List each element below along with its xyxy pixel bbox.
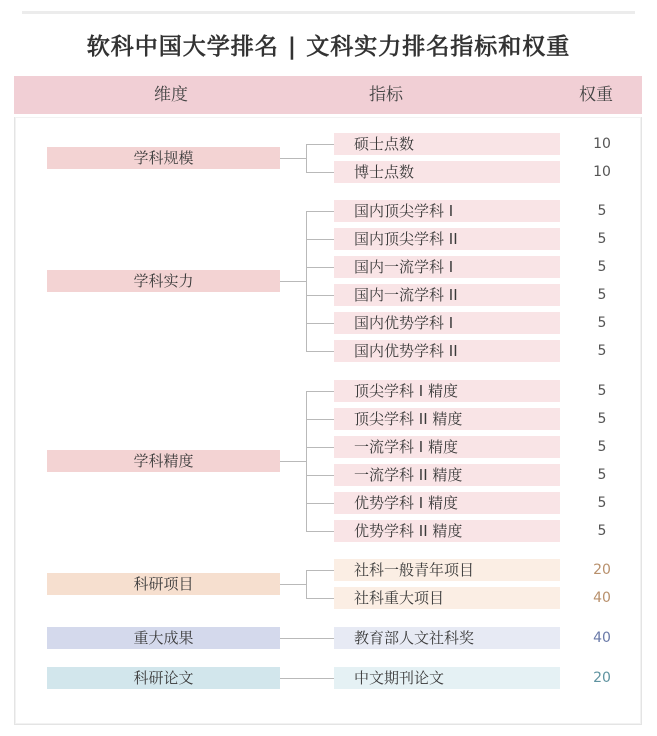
indicator-box: 国内顶尖学科 II bbox=[334, 228, 560, 250]
connector-line bbox=[280, 638, 334, 639]
dimension-box: 重大成果 bbox=[47, 627, 280, 649]
indicator-box: 优势学科 II 精度 bbox=[334, 520, 560, 542]
weight-value: 40 bbox=[593, 630, 611, 646]
indicator-box: 国内优势学科 I bbox=[334, 312, 560, 334]
dimension-box: 学科精度 bbox=[47, 450, 280, 472]
connector-line bbox=[280, 678, 334, 679]
branch-line bbox=[306, 172, 334, 173]
indicator-box: 教育部人文社科奖 bbox=[334, 627, 560, 649]
weight-value: 20 bbox=[593, 562, 611, 578]
header-indicator: 指标 bbox=[369, 85, 403, 105]
branch-line bbox=[306, 391, 334, 392]
branch-line bbox=[306, 351, 334, 352]
indicator-box: 博士点数 bbox=[334, 161, 560, 183]
branch-line bbox=[306, 211, 334, 212]
dimension-box: 学科实力 bbox=[47, 270, 280, 292]
weight-value: 5 bbox=[597, 203, 607, 219]
connector-line bbox=[280, 461, 306, 462]
weight-value: 10 bbox=[593, 136, 611, 152]
weight-value: 5 bbox=[597, 287, 607, 303]
page-title: 软科中国大学排名 | 文科实力排名指标和权重 bbox=[86, 34, 571, 60]
header-dimension: 维度 bbox=[154, 85, 188, 105]
connector-line bbox=[280, 158, 306, 159]
indicator-box: 硕士点数 bbox=[334, 133, 560, 155]
weight-value: 5 bbox=[597, 383, 607, 399]
bracket-line bbox=[306, 570, 307, 598]
branch-line bbox=[306, 323, 334, 324]
indicator-box: 一流学科 I 精度 bbox=[334, 436, 560, 458]
weight-value: 5 bbox=[597, 343, 607, 359]
branch-line bbox=[306, 295, 334, 296]
indicator-box: 国内优势学科 II bbox=[334, 340, 560, 362]
connector-line bbox=[280, 584, 306, 585]
branch-line bbox=[306, 447, 334, 448]
branch-line bbox=[306, 144, 334, 145]
weight-value: 20 bbox=[593, 670, 611, 686]
branch-line bbox=[306, 239, 334, 240]
branch-line bbox=[306, 419, 334, 420]
weight-value: 10 bbox=[593, 164, 611, 180]
header-weight: 权重 bbox=[579, 85, 613, 105]
dimension-box: 科研项目 bbox=[47, 573, 280, 595]
connector-line bbox=[280, 281, 306, 282]
branch-line bbox=[306, 475, 334, 476]
indicator-box: 国内顶尖学科 I bbox=[334, 200, 560, 222]
weight-value: 5 bbox=[597, 439, 607, 455]
indicator-box: 国内一流学科 I bbox=[334, 256, 560, 278]
weight-value: 5 bbox=[597, 411, 607, 427]
dimension-box: 学科规模 bbox=[47, 147, 280, 169]
branch-line bbox=[306, 598, 334, 599]
branch-line bbox=[306, 503, 334, 504]
bracket-line bbox=[306, 391, 307, 531]
bracket-line bbox=[306, 144, 307, 172]
weight-value: 40 bbox=[593, 590, 611, 606]
weight-value: 5 bbox=[597, 523, 607, 539]
weight-value: 5 bbox=[597, 315, 607, 331]
indicator-box: 一流学科 II 精度 bbox=[334, 464, 560, 486]
indicator-box: 顶尖学科 II 精度 bbox=[334, 408, 560, 430]
table-header bbox=[14, 76, 642, 114]
weight-value: 5 bbox=[597, 495, 607, 511]
indicator-box: 优势学科 I 精度 bbox=[334, 492, 560, 514]
weight-value: 5 bbox=[597, 231, 607, 247]
indicator-box: 社科重大项目 bbox=[334, 587, 560, 609]
top-divider bbox=[22, 11, 635, 14]
bracket-line bbox=[306, 211, 307, 351]
weight-value: 5 bbox=[597, 467, 607, 483]
indicator-box: 中文期刊论文 bbox=[334, 667, 560, 689]
indicator-box: 顶尖学科 I 精度 bbox=[334, 380, 560, 402]
indicator-box: 国内一流学科 II bbox=[334, 284, 560, 306]
branch-line bbox=[306, 570, 334, 571]
weight-value: 5 bbox=[597, 259, 607, 275]
branch-line bbox=[306, 267, 334, 268]
branch-line bbox=[306, 531, 334, 532]
indicator-box: 社科一般青年项目 bbox=[334, 559, 560, 581]
dimension-box: 科研论文 bbox=[47, 667, 280, 689]
